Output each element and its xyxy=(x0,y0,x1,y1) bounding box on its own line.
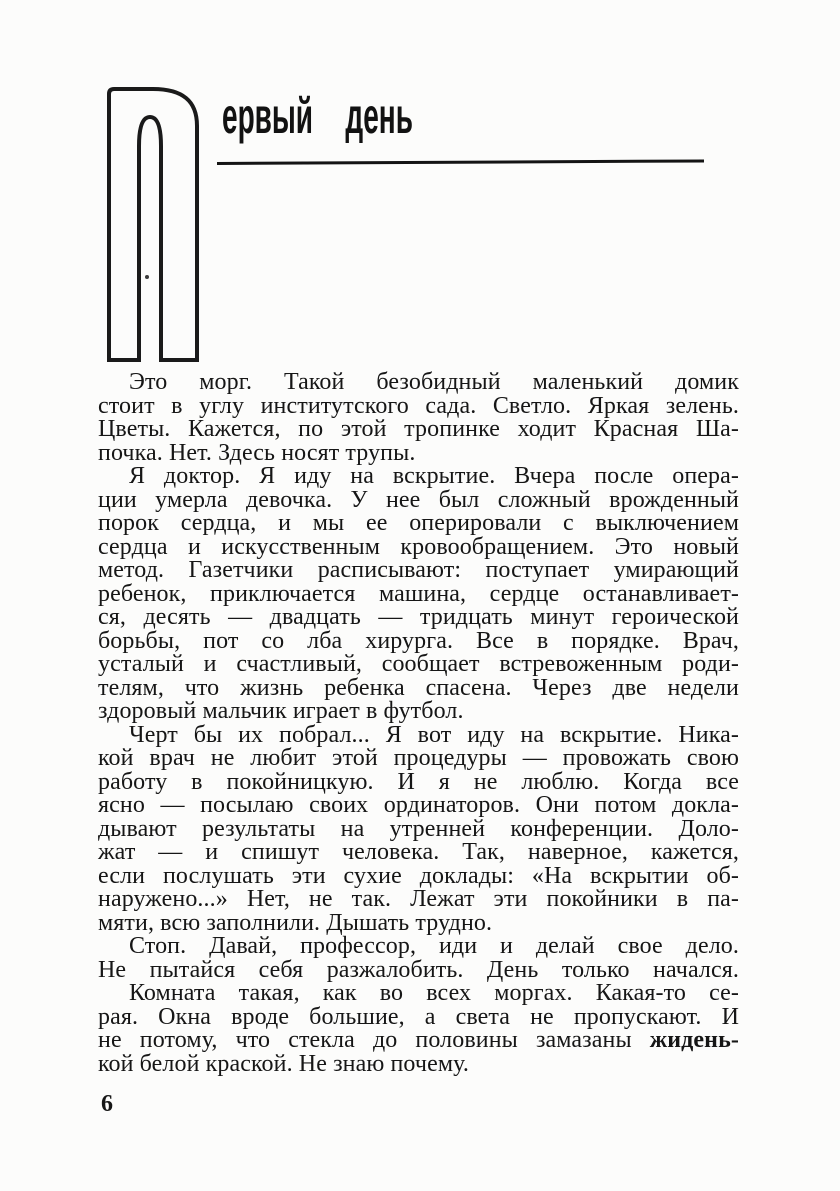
text-line xyxy=(98,606,739,630)
text-run: рая. Окна вроде большие, а света не пропускают. И xyxy=(98,1003,739,1030)
text-run: жат — и спишут человека. Так, наверное, кажется, xyxy=(98,839,739,865)
text-line xyxy=(98,486,739,513)
text-run: ребенок, приключается машина, сердце останавливает- xyxy=(98,580,739,607)
dropcap-letter-p xyxy=(107,86,199,363)
text-run: телям, что жизнь ребенка спасена. Через две недели xyxy=(98,674,739,701)
chapter-dropcap xyxy=(107,86,199,363)
text-run: ся, десять — двадцать — тридцать минут героической xyxy=(98,604,739,630)
text-run: порок сердца, и мы ее оперировали с выключением xyxy=(98,510,739,536)
text-line xyxy=(98,1003,739,1030)
page-number: 6 xyxy=(101,1091,113,1117)
text-line xyxy=(98,512,739,536)
body-text xyxy=(98,371,739,1076)
text-line xyxy=(98,794,739,818)
text-run: если послушать эти сухие доклады: «На вскрытии об- xyxy=(98,862,739,889)
text-run: наружено...» Нет, не так. Лежат эти покойники в па- xyxy=(98,886,739,912)
text-line xyxy=(98,653,739,677)
text-line xyxy=(98,888,739,912)
text-run: не потому, что стекла до половины замазаны xyxy=(98,1027,650,1053)
text-run: здоровый мальчик играет в футбол. xyxy=(98,698,464,724)
text-line xyxy=(98,1029,739,1053)
text-line xyxy=(98,392,739,419)
text-line xyxy=(98,768,739,795)
text-line xyxy=(98,841,739,865)
text-line xyxy=(98,747,739,771)
text-line xyxy=(98,956,739,983)
text-run: кой белой краской. Не знаю почему. xyxy=(98,1050,469,1077)
text-run: Черт бы их побрал... Я вот иду на вскрытие. Ника- xyxy=(129,721,739,748)
text-line xyxy=(98,674,739,701)
text-line xyxy=(98,700,739,724)
text-run: сердца и искусственным кровообращением. Это новый xyxy=(98,533,739,560)
text-run: мяти, всю заполнили. Дышать трудно. xyxy=(98,909,493,936)
text-run: ясно — посылаю своих ординаторов. Они потом докла- xyxy=(98,792,739,818)
text-run: Я доктор. Я иду на вскрытие. Вчера после опера- xyxy=(129,463,739,489)
text-run: почка. Нет. Здесь носят трупы. xyxy=(98,439,416,466)
chapter-rule-divider xyxy=(217,159,704,165)
text-line xyxy=(98,439,739,466)
text-run: Это морг. Такой безобидный маленький домик xyxy=(129,369,739,395)
text-run: кой врач не любит этой процедуры — провожать свою xyxy=(98,745,739,771)
text-line xyxy=(98,909,739,936)
text-line xyxy=(98,371,739,395)
text-line xyxy=(98,815,739,842)
text-run: Комната такая, как во всех моргах. Какая-то се- xyxy=(129,980,739,1006)
bold-text: жидень- xyxy=(649,1027,739,1053)
text-run: борьбы, пот со лба хирурга. Все в порядке. Врач, xyxy=(98,627,739,654)
text-line xyxy=(98,418,739,442)
text-line xyxy=(98,982,739,1006)
text-run: Цветы. Кажется, по этой тропинке ходит Красная Ша- xyxy=(98,416,739,442)
text-line xyxy=(98,627,739,654)
text-line xyxy=(98,935,739,959)
text-line xyxy=(98,580,739,607)
text-run: работу в покойницкую. И я не люблю. Когда все xyxy=(98,768,739,795)
text-run: Не пытайся себя разжалобить. День только начался. xyxy=(98,956,739,983)
text-line xyxy=(98,862,739,889)
text-run: Стоп. Давай, профессор, иди и делай свое дело. xyxy=(129,933,739,959)
text-run: метод. Газетчики расписывают: поступает умирающий xyxy=(98,557,739,583)
text-line xyxy=(98,465,739,489)
text-line xyxy=(98,1050,739,1077)
text-line xyxy=(98,721,739,748)
text-line xyxy=(98,559,739,583)
text-run: ции умерла девочка. У нее был сложный врожденный xyxy=(98,486,739,513)
print-speck xyxy=(145,275,149,279)
text-run: стоит в углу институтского сада. Светло. Яркая зелень. xyxy=(98,392,739,419)
text-line xyxy=(98,533,739,560)
text-run: усталый и счастливый, сообщает встревоженным роди- xyxy=(98,651,739,677)
chapter-title: ервый день xyxy=(222,88,413,144)
text-run: дывают результаты на утренней конференции. Доло- xyxy=(98,815,739,842)
